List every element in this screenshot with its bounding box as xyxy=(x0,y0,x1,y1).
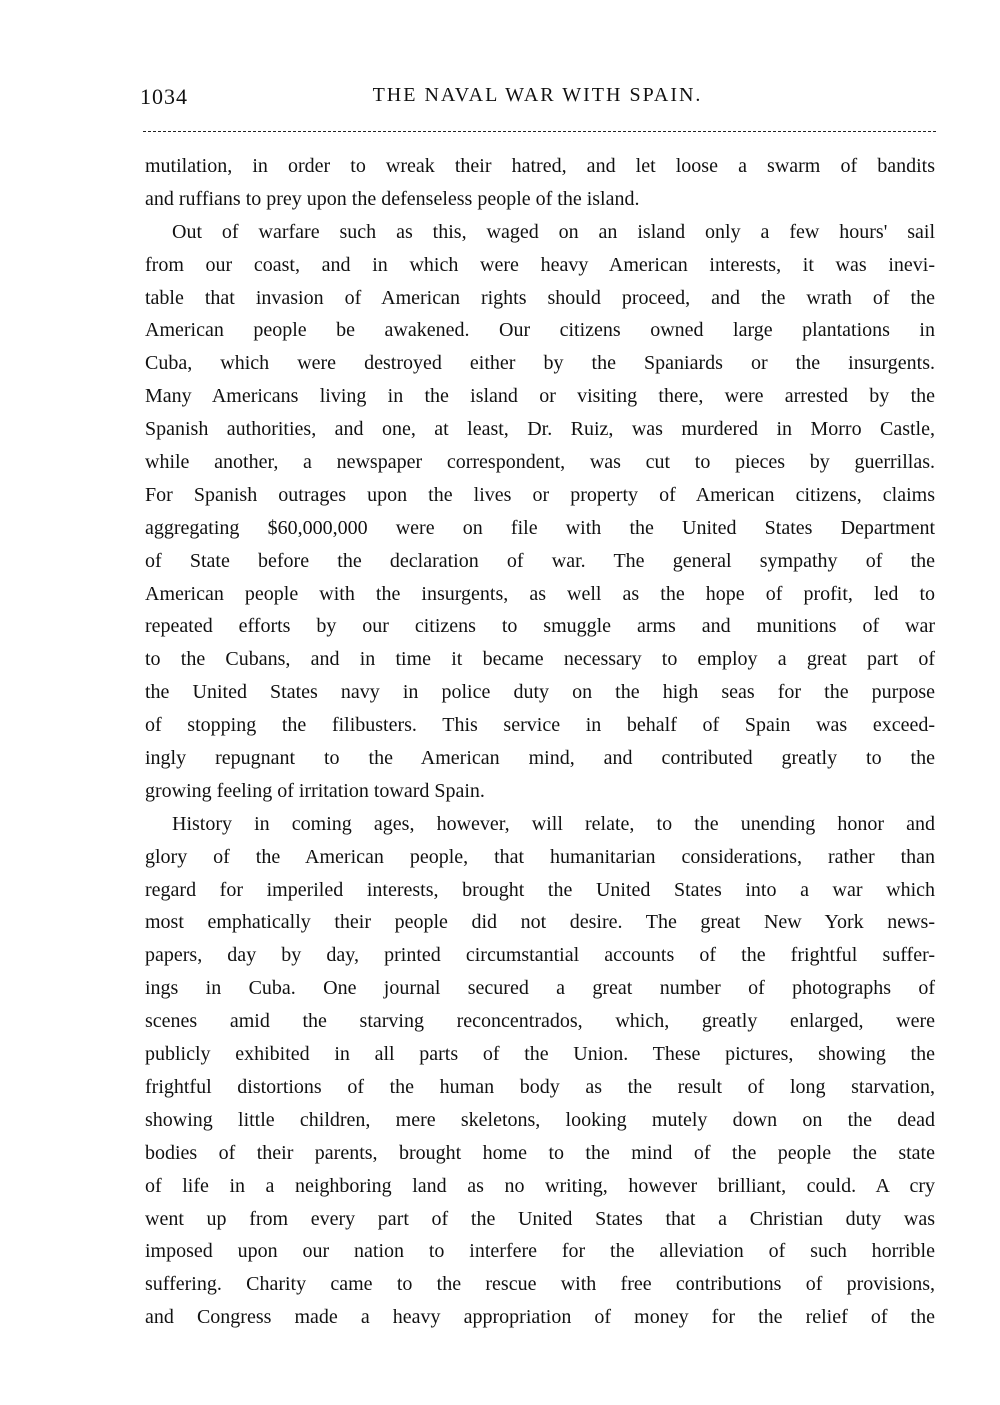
paragraph xyxy=(145,808,935,1334)
text-line: For Spanish outrages upon the lives or property of American citizens, claims xyxy=(145,483,935,506)
text-line: frightful distortions of the human body as the result of long starvation, xyxy=(145,1075,935,1098)
text-line: bodies of their parents, brought home to the mind of the people the state xyxy=(145,1141,935,1164)
running-header xyxy=(140,84,935,114)
text-line: publicly exhibited in all parts of the Union. These pictures, showing the xyxy=(145,1043,935,1066)
text-line: Out of warfare such as this, waged on an island only a few hours' sail xyxy=(172,220,935,243)
header-rule xyxy=(143,131,936,132)
text-line: suffering. Charity came to the rescue with free contributions of provisions, xyxy=(145,1273,935,1296)
running-title: THE NAVAL WAR WITH SPAIN. xyxy=(372,84,703,106)
text-line: American people with the insurgents, as well as the hope of profit, led to xyxy=(145,582,935,605)
text-line: of State before the declaration of war. The general sympathy of the xyxy=(145,549,935,572)
text-line: History in coming ages, however, will relate, to the unending honor and xyxy=(172,812,935,835)
text-line: went up from every part of the United States that a Christian duty was xyxy=(145,1207,935,1230)
text-line: ingly repugnant to the American mind, and contributed greatly to the xyxy=(145,747,935,770)
text-line: and ruffians to prey upon the defenseless people of the island. xyxy=(145,187,640,210)
text-line: regard for imperiled interests, brought the United States into a war which xyxy=(145,878,935,901)
text-line: of life in a neighboring land as no writing, however brilliant, could. A cry xyxy=(145,1174,935,1197)
text-line: growing feeling of irritation toward Spain. xyxy=(145,779,485,802)
paragraph xyxy=(145,150,935,216)
text-line: aggregating $60,000,000 were on file with the United States Department xyxy=(145,516,935,539)
text-line: from our coast, and in which were heavy American interests, it was inevi- xyxy=(145,253,935,276)
page-number: 1034 xyxy=(140,84,188,109)
text-line: and Congress made a heavy appropriation of money for the relief of the xyxy=(145,1306,935,1329)
text-line: glory of the American people, that humanitarian considerations, rather than xyxy=(145,845,935,868)
text-line: most emphatically their people did not desire. The great New York news- xyxy=(145,911,935,934)
text-line: while another, a newspaper correspondent, was cut to pieces by guerrillas. xyxy=(145,451,935,474)
text-line: to the Cubans, and in time it became necessary to employ a great part of xyxy=(145,648,935,671)
text-line: Many Americans living in the island or visiting there, were arrested by the xyxy=(145,385,935,408)
text-line: Spanish authorities, and one, at least, Dr. Ruiz, was murdered in Morro Castle, xyxy=(145,418,935,441)
text-line: American people be awakened. Our citizens owned large plantations in xyxy=(145,319,935,342)
paragraph xyxy=(145,216,935,808)
text-line: showing little children, mere skeletons, looking mutely down on the dead xyxy=(145,1108,935,1131)
text-line: repeated efforts by our citizens to smuggle arms and munitions of war xyxy=(145,615,935,638)
text-line: scenes amid the starving reconcentrados, which, greatly enlarged, were xyxy=(145,1010,935,1033)
text-line: of stopping the filibusters. This service in behalf of Spain was exceed- xyxy=(145,714,935,737)
text-line: papers, day by day, printed circumstantial accounts of the frightful suffer- xyxy=(145,944,935,967)
text-line: table that invasion of American rights should proceed, and the wrath of the xyxy=(145,286,935,309)
text-line: the United States navy in police duty on the high seas for the purpose xyxy=(145,681,935,704)
body-text xyxy=(145,150,935,1334)
text-line: mutilation, in order to wreak their hatred, and let loose a swarm of bandits xyxy=(145,155,935,177)
text-line: ings in Cuba. One journal secured a great number of photographs of xyxy=(145,977,935,1000)
text-line: imposed upon our nation to interfere for the alleviation of such horrible xyxy=(145,1240,935,1263)
text-line: Cuba, which were destroyed either by the Spaniards or the insurgents. xyxy=(145,352,935,375)
